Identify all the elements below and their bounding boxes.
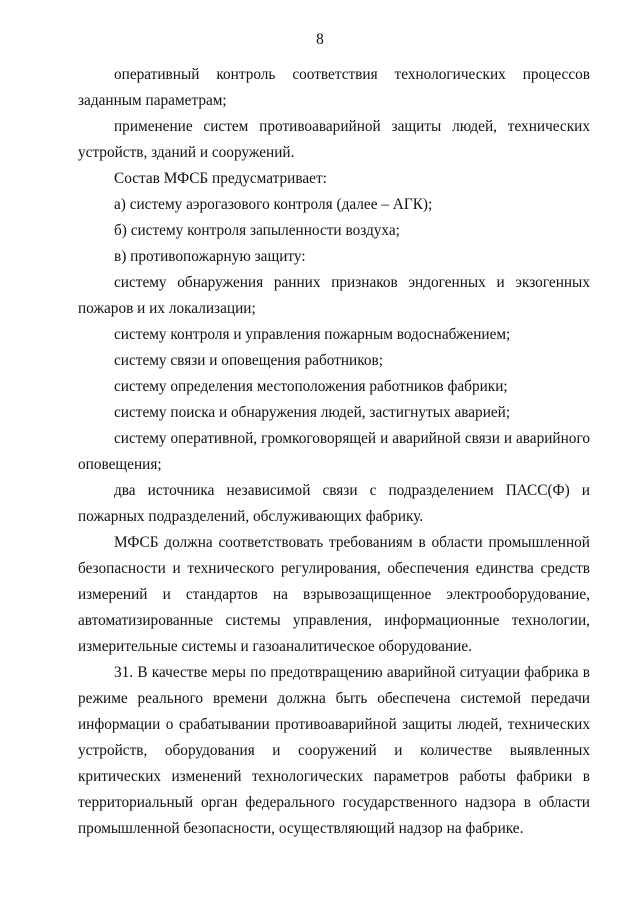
paragraph-8: систему контроля и управления пожарным водоснабжением; (114, 326, 511, 343)
paragraph-7: систему обнаружения ранних признаков эндогенных и экзогенных пожаров и их локализации; (78, 274, 590, 317)
paragraph-1: оперативный контроль соответствия технологических процессов заданным параметрам; (78, 66, 590, 109)
paragraph-3: Состав МФСБ предусматривает: (114, 170, 327, 187)
paragraph-15: 31. В качестве меры по предотвращению аварийной ситуации фабрика в режиме реального времени должна быть обеспечена системой передачи информации о срабатывании противоаварийной защиты людей, технических устройств, оборудования и сооружений и количестве выявленных критических изменений технологических параметров работы фабрики в территориальный орган федерального государственного надзора в области промышленной безопасности, осуществляющий надзор на фабрике. (78, 664, 590, 837)
paragraph-12: систему оперативной, громкоговорящей и аварийной связи и аварийного оповещения; (78, 430, 590, 473)
paragraph-14: МФСБ должна соответствовать требованиям в области промышленной безопасности и технического регулирования, обеспечения единства средств измерений и стандартов на взрывозащищенное электрооборудование, автоматизированные системы управления, информационные технологии, измерительные системы и газоаналитическое оборудование. (78, 534, 590, 655)
paragraph-13: два источника независимой связи с подразделением ПАСС(Ф) и пожарных подразделений, обслуживающих фабрику. (78, 482, 590, 525)
document-body (78, 62, 590, 842)
paragraph-4: а) систему аэрогазового контроля (далее – АГК); (114, 196, 433, 213)
paragraph-2: применение систем противоаварийной защиты людей, технических устройств, зданий и сооружений. (78, 118, 590, 161)
paragraph-10: систему определения местоположения работников фабрики; (114, 378, 508, 395)
paragraph-6: в) противопожарную защиту: (114, 248, 306, 265)
paragraph-11: систему поиска и обнаружения людей, застигнутых аварией; (114, 404, 511, 421)
paragraph-5: б) систему контроля запыленности воздуха; (114, 222, 400, 239)
page-number: 8 (316, 31, 324, 48)
paragraph-9: систему связи и оповещения работников; (114, 352, 384, 369)
